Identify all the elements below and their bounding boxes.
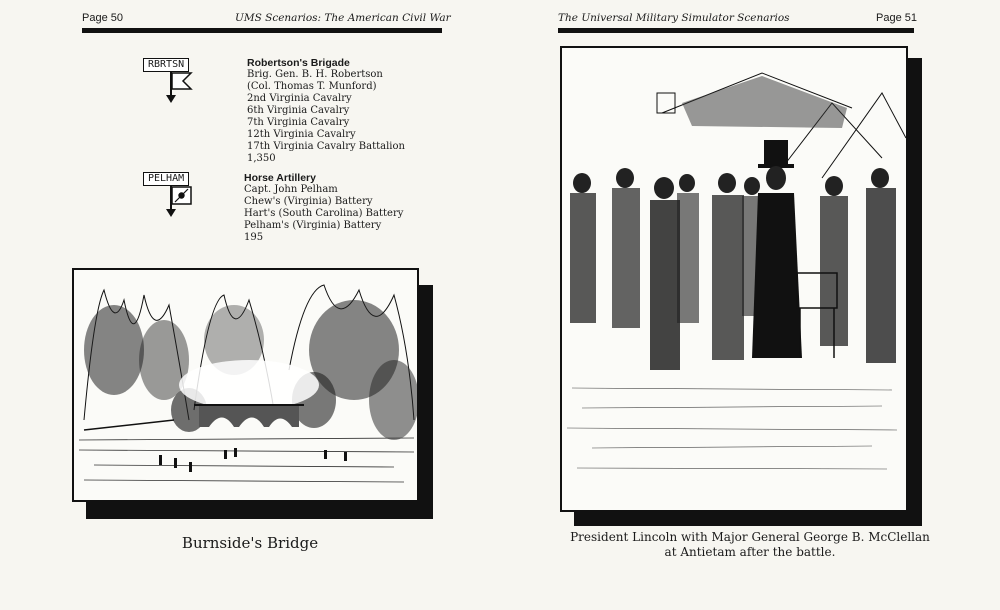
arrow-down-icon — [166, 95, 176, 103]
unit-line: 17th Virginia Cavalry Battalion — [247, 141, 405, 152]
unit-line: Hart's (South Carolina) Battery — [244, 208, 404, 219]
unit-line: Pelham's (Virginia) Battery — [244, 220, 382, 231]
artillery-flag-icon — [171, 186, 193, 206]
unit-line: 6th Virginia Cavalry — [247, 105, 350, 116]
cavalry-flag-icon — [171, 72, 193, 94]
unit-line: Chew's (Virginia) Battery — [244, 196, 373, 207]
unit-info-pelham — [244, 172, 403, 244]
unit-line: 7th Virginia Cavalry — [247, 117, 350, 128]
bridge-caption: Burnside's Bridge — [181, 534, 319, 552]
unit-strength: 195 — [244, 232, 264, 243]
unit-line: Brig. Gen. B. H. Robertson — [247, 69, 383, 80]
unit-strength: 1,350 — [247, 153, 276, 164]
lincoln-mcclellan-illustration — [560, 46, 908, 512]
page-number: Page 50 — [82, 12, 123, 24]
header-rule — [558, 28, 914, 33]
burnside-bridge-illustration — [72, 268, 419, 502]
unit-line: 12th Virginia Cavalry — [247, 129, 356, 140]
running-title: UMS Scenarios: The American Civil War — [235, 12, 451, 24]
unit-line: 2nd Virginia Cavalry — [247, 93, 352, 104]
unit-counter-label: PELHAM — [143, 172, 189, 186]
caption-line-2: at Antietam after the battle. — [664, 545, 836, 559]
lincoln-caption — [540, 530, 960, 560]
running-title: The Universal Military Simulator Scenarios — [558, 12, 790, 24]
page-number: Page 51 — [876, 12, 917, 24]
caption-line-1: President Lincoln with Major General George B. McClellan — [570, 530, 930, 544]
unit-name: Robertson's Brigade — [247, 57, 350, 69]
header-rule — [82, 28, 442, 33]
unit-line: (Col. Thomas T. Munford) — [247, 81, 377, 92]
unit-info-robertson — [247, 57, 405, 165]
right-page — [500, 0, 1000, 610]
unit-name: Horse Artillery — [244, 172, 316, 184]
unit-counter-label: RBRTSN — [143, 58, 189, 72]
unit-line: Capt. John Pelham — [244, 184, 338, 195]
arrow-down-icon — [166, 209, 176, 217]
